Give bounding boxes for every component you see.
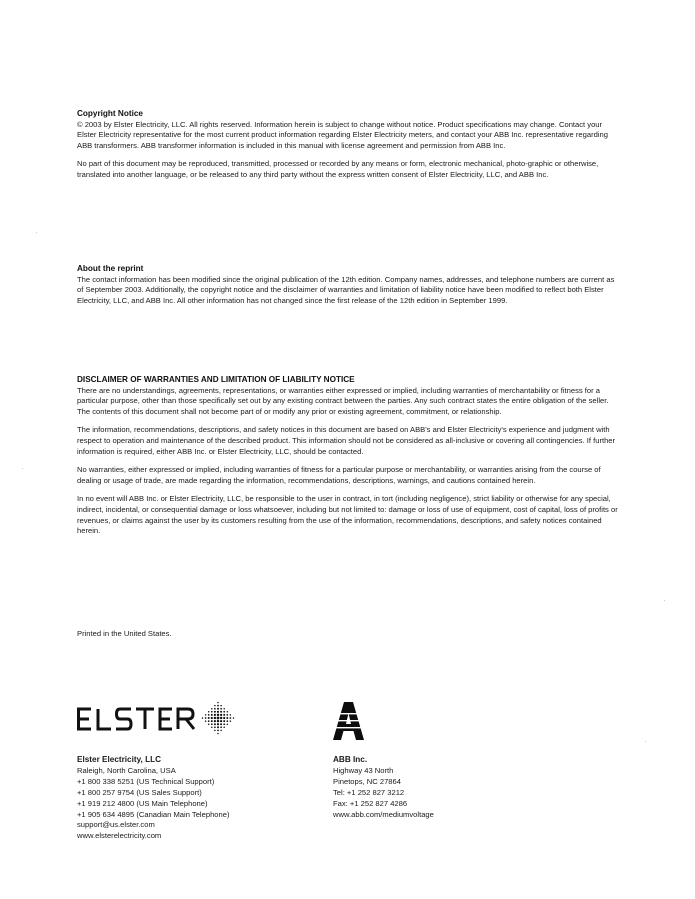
abb-company-name: ABB Inc. xyxy=(333,755,368,764)
emblem-dot xyxy=(214,730,216,732)
emblem-dot xyxy=(227,723,229,725)
emblem-dot xyxy=(208,720,210,722)
emblem-dot xyxy=(217,733,219,735)
emblem-dot xyxy=(205,717,207,719)
emblem-dot xyxy=(214,705,216,707)
disclaimer-paragraph: No warranties, either expressed or implied, including warranties of fitness for a particular purpose or merchantability, or warranties arising from the course of dealing or usage of trade, are made regarding the information, recommendations, descriptions, warnings, and cautions contained herein. xyxy=(77,465,601,485)
emblem-dot xyxy=(214,717,216,719)
elster-canada-phone: +1 905 634 4895 (Canadian Main Telephone) xyxy=(77,809,230,819)
emblem-dot xyxy=(223,708,225,710)
emblem-dot xyxy=(205,720,207,722)
emblem-dot xyxy=(217,726,219,728)
printed-location: Printed in the United States. xyxy=(77,629,172,638)
emblem-dot xyxy=(214,726,216,728)
emblem-dot xyxy=(223,723,225,725)
emblem-dot xyxy=(217,720,219,722)
abb-website: www.abb.com/mediumvoltage xyxy=(333,809,434,819)
emblem-dot xyxy=(208,717,210,719)
abb-street: Highway 43 North xyxy=(333,765,394,775)
elster-email: support@us.elster.com xyxy=(77,820,155,830)
copyright-notice xyxy=(77,109,622,189)
emblem-dot xyxy=(208,714,210,716)
reprint-notice xyxy=(77,264,622,314)
copyright-heading: Copyright Notice xyxy=(77,109,143,118)
emblem-dot xyxy=(202,717,204,719)
emblem-dot xyxy=(205,714,207,716)
elster-contact xyxy=(77,755,230,842)
emblem-dot xyxy=(220,730,222,732)
disclaimer-notice xyxy=(77,375,622,545)
abb-fax: Fax: +1 252 827 4286 xyxy=(333,798,408,808)
emblem-dot xyxy=(214,720,216,722)
emblem-dot xyxy=(220,711,222,713)
emblem-dot xyxy=(226,714,228,716)
elster-company-name: Elster Electricity, LLC xyxy=(77,755,162,764)
emblem-dot xyxy=(223,711,225,713)
emblem-dot xyxy=(220,720,222,722)
scan-speck xyxy=(36,232,37,233)
emblem-dot xyxy=(217,705,219,707)
emblem-dot xyxy=(211,717,213,719)
emblem-dot xyxy=(220,717,222,719)
emblem-dot xyxy=(226,720,228,722)
emblem-dot xyxy=(217,714,219,716)
emblem-dot xyxy=(220,723,222,725)
emblem-dot xyxy=(233,717,235,719)
elster-main-phone: +1 919 212 4800 (US Main Telephone) xyxy=(77,798,208,808)
emblem-dot xyxy=(214,723,216,725)
elster-location: Raleigh, North Carolina, USA xyxy=(77,765,176,775)
abb-city: Pinetops, NC 27864 xyxy=(333,776,401,786)
emblem-dot xyxy=(208,723,210,725)
emblem-dot xyxy=(217,708,219,710)
elster-sales-phone: +1 800 257 9754 (US Sales Support) xyxy=(77,787,202,797)
scan-speck xyxy=(22,468,23,469)
emblem-dot xyxy=(211,714,213,716)
emblem-dot xyxy=(230,717,232,719)
emblem-dot xyxy=(220,714,222,716)
emblem-dot xyxy=(217,711,219,713)
emblem-dot xyxy=(217,717,220,720)
reprint-heading: About the reprint xyxy=(77,264,144,273)
emblem-dot xyxy=(211,720,213,722)
emblem-dot xyxy=(223,727,225,729)
disclaimer-paragraph: There are no understandings, agreements, representations, or warranties either expressed or implied, including warranties of merchantability or fitness for a particular purpose, other than those specifically set out by any existing contract between the parties. Any such contract states the entire obligation of the seller. The contents of this document shall not become part of or modify any prior or existing agreement, commitment, or relationship. xyxy=(77,385,609,416)
emblem-dot xyxy=(208,711,210,713)
disclaimer-heading: DISCLAIMER OF WARRANTIES AND LIMITATION OF LIABILITY NOTICE xyxy=(77,375,355,384)
scan-speck xyxy=(645,741,646,742)
emblem-dot xyxy=(220,726,222,728)
disclaimer-paragraph: The information, recommendations, descriptions, and safety notices in this document are based on ABB's and Elster Electricity's experience and judgment with respect to operation and maintenance of the described product. This information should not be considered as all-inclusive or covering all contingencies. If further information is required, either ABB Inc. or Elster Electricity, LLC, should be contacted. xyxy=(77,425,616,456)
emblem-dot xyxy=(220,708,222,710)
emblem-dot xyxy=(230,720,232,722)
emblem-dot xyxy=(214,708,216,710)
abb-logo xyxy=(333,700,425,740)
emblem-dot xyxy=(226,717,228,719)
emblem-dot xyxy=(230,714,232,716)
emblem-dot xyxy=(211,723,213,725)
emblem-dot xyxy=(211,711,213,713)
elster-diamond-emblem xyxy=(202,702,235,735)
abb-tel: Tel: +1 252 827 3212 xyxy=(333,787,405,797)
emblem-dot xyxy=(220,705,222,707)
emblem-dot xyxy=(217,723,219,725)
emblem-dot xyxy=(217,702,219,704)
elster-website: www.elsterelectricity.com xyxy=(77,831,162,841)
emblem-dot xyxy=(227,711,229,713)
emblem-dot xyxy=(214,711,216,713)
scan-speck xyxy=(664,600,665,601)
copyright-paragraph: © 2003 by Elster Electricity, LLC. All rights reserved. Information herein is subject to change without notice. Product specifications may change. Contact your Elster Electricity representative for the most current product information regarding Elster Electricity meters, and contact your ABB Inc. representative regarding ABB transformers. ABB transformer information is included in this manual with license agreement and permission from ABB Inc. xyxy=(77,119,608,150)
disclaimer-paragraph: In no event will ABB Inc. or Elster Electricity, LLC, be responsible to the user in contract, in tort (including negligence), strict liability or otherwise for any special, indirect, incidental, or consequential damage or loss whatsoever, including but not limited to: damage or loss of use of equipment, cost of capital, loss of profits or revenues, or claims against the user by its customers resulting from the use of the information, recommendations, descriptions, and safety notices contained herein. xyxy=(77,494,618,536)
emblem-dot xyxy=(214,714,216,716)
emblem-dot xyxy=(211,708,213,710)
elster-logo xyxy=(77,701,277,735)
reprint-paragraph: The contact information has been modified since the original publication of the 12th edition. Company names, addresses, and telephone numbers are current as of September 2003. Additionally, the copyright notice and the disclaimer of warranties and limitation of liability notice have been modified to reflect both Elster Electricity, LLC, and ABB Inc. All other information has not changed since the first release of the 12th edition in September 1999. xyxy=(77,274,615,305)
emblem-dot xyxy=(223,717,225,719)
abb-contact xyxy=(333,755,434,820)
emblem-dot xyxy=(223,714,225,716)
emblem-dot xyxy=(217,730,219,732)
elster-tech-support-phone: +1 800 338 5251 (US Technical Support) xyxy=(77,776,215,786)
copyright-paragraph: No part of this document may be reproduced, transmitted, processed or recorded by any means or form, electronic mechanical, photo-graphic or otherwise, translated into another language, or be released to any third party without the express written consent of Elster Electricity, LLC, and ABB Inc. xyxy=(77,159,599,179)
emblem-dot xyxy=(223,720,225,722)
emblem-dot xyxy=(211,727,213,729)
